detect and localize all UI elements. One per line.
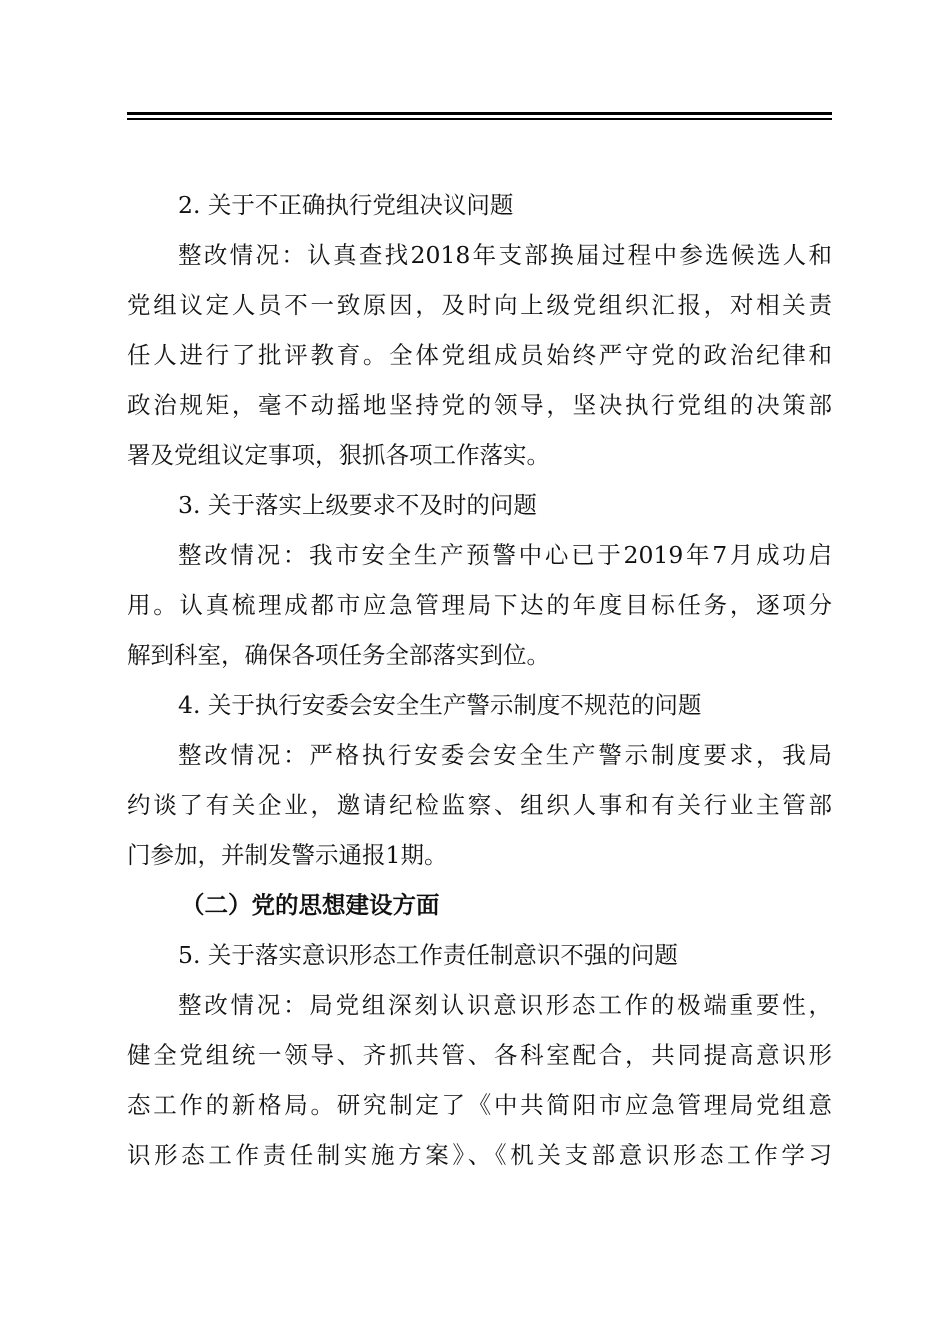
header-rule-thin xyxy=(127,118,832,120)
paragraph-line: 约谈了有关企业，邀请纪检监察、组织人事和有关行业主管部 xyxy=(127,791,832,819)
paragraph-line: 整改情况：认真查找2018年支部换届过程中参选候选人和 xyxy=(178,241,832,269)
paragraph-line: 署及党组议定事项，狠抓各项工作落实。 xyxy=(127,441,550,469)
paragraph-line: 识形态工作责任制实施方案》、《机关支部意识形态工作学习 xyxy=(127,1141,832,1169)
item-heading-2: 2. 关于不正确执行党组决议问题 xyxy=(178,191,514,219)
paragraph-line: 任人进行了批评教育。全体党组成员始终严守党的政治纪律和 xyxy=(127,341,832,369)
section-heading: （二）党的思想建设方面 xyxy=(181,891,440,919)
document-body xyxy=(127,180,832,1180)
paragraph-line: 解到科室，确保各项任务全部落实到位。 xyxy=(127,641,550,669)
paragraph-line: 整改情况：局党组深刻认识意识形态工作的极端重要性， xyxy=(178,991,832,1019)
item-heading-3: 3. 关于落实上级要求不及时的问题 xyxy=(178,491,537,519)
paragraph-line: 党组议定人员不一致原因，及时向上级党组织汇报，对相关责 xyxy=(127,291,832,319)
paragraph-line: 门参加，并制发警示通报1期。 xyxy=(127,841,448,869)
paragraph-line: 态工作的新格局。研究制定了《中共简阳市应急管理局党组意 xyxy=(127,1091,832,1119)
header-rule-thick xyxy=(127,112,832,115)
item-heading-5: 5. 关于落实意识形态工作责任制意识不强的问题 xyxy=(178,941,678,969)
paragraph-line: 整改情况：严格执行安委会安全生产警示制度要求，我局 xyxy=(178,741,832,769)
item-heading-4: 4. 关于执行安委会安全生产警示制度不规范的问题 xyxy=(178,691,702,719)
paragraph-line: 整改情况：我市安全生产预警中心已于2019年7月成功启 xyxy=(178,541,832,569)
paragraph-line: 健全党组统一领导、齐抓共管、各科室配合，共同提高意识形 xyxy=(127,1041,832,1069)
paragraph-line: 政治规矩，毫不动摇地坚持党的领导，坚决执行党组的决策部 xyxy=(127,391,832,419)
paragraph-line: 用。认真梳理成都市应急管理局下达的年度目标任务，逐项分 xyxy=(127,591,832,619)
